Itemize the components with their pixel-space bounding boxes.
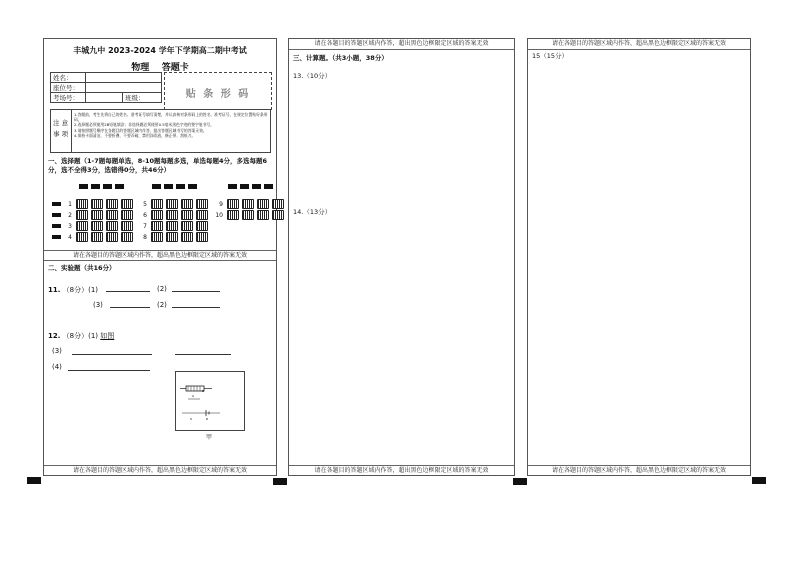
option-b-bubble[interactable]: [91, 199, 103, 209]
q12-blank-2[interactable]: [175, 354, 231, 355]
mc-row: [137, 199, 211, 209]
mc-row: [137, 232, 211, 242]
exam-room-field[interactable]: [86, 93, 123, 103]
label-b: B: [202, 389, 205, 393]
q11-p2: (2): [157, 285, 167, 293]
q11-p3: (3): [93, 301, 103, 309]
mc-number: 8: [143, 233, 147, 241]
option-a-bubble[interactable]: [76, 232, 88, 242]
option-d-bubble[interactable]: [196, 210, 208, 220]
option-a-bubble[interactable]: [151, 210, 163, 220]
q11-blank-3[interactable]: [110, 307, 150, 308]
section3-title: 三、计算题。（共3小题，38分）: [293, 54, 388, 62]
option-d-bubble[interactable]: [196, 232, 208, 242]
mc-number: 7: [143, 222, 147, 230]
label-r: R: [206, 417, 209, 421]
boundary-notice-bottom: 请在各题目的答题区域内作答，超出黑色边框限定区域的答案无效: [289, 465, 514, 475]
q12-p4: (4): [52, 363, 62, 371]
option-a-bubble[interactable]: [76, 210, 88, 220]
barcode-area: [164, 72, 272, 110]
q14-answer-area[interactable]: [293, 217, 509, 457]
q11-blank-2[interactable]: [172, 291, 220, 292]
mc-number: 9: [219, 200, 223, 208]
mc-row: [137, 210, 211, 220]
option-d-bubble[interactable]: [121, 199, 133, 209]
option-c-bubble[interactable]: [181, 199, 193, 209]
option-d-bubble[interactable]: [121, 232, 133, 242]
option-c-bubble[interactable]: [181, 221, 193, 231]
timing-mark: [52, 202, 61, 206]
q12-blank-1[interactable]: [72, 354, 152, 355]
q11-line: [48, 285, 98, 295]
option-c-bubble[interactable]: [181, 210, 193, 220]
option-d-bubble[interactable]: [196, 199, 208, 209]
timing-mark: [240, 184, 249, 189]
barcode-label: 贴 条 形 码: [185, 89, 251, 100]
mc-row: [213, 210, 287, 220]
card-type: 答题卡: [161, 63, 189, 73]
circuit-diagram: [176, 372, 244, 430]
mc-number: 10: [215, 211, 223, 219]
q14-label: 14.（13分）: [293, 208, 332, 216]
q11-score: （8分）(1): [62, 286, 99, 294]
timing-mark: [228, 184, 237, 189]
section2-title: 二、实验题（共16分）: [48, 264, 116, 272]
option-c-bubble[interactable]: [106, 199, 118, 209]
note-4: 4.保持卡面清洁，不要折叠、不要弄破，禁用涂改液、修正带、刮纸刀。: [74, 132, 196, 138]
label-a: A: [192, 394, 195, 398]
q12-blank-3[interactable]: [68, 370, 150, 371]
option-b-bubble[interactable]: [166, 199, 178, 209]
q12-p3: (3): [52, 347, 62, 355]
timing-mark: [52, 235, 61, 239]
seat-field[interactable]: [86, 83, 162, 93]
boundary-notice-bottom: 请在各题目的答题区域内作答，超出黑色边框限定区域的答案无效: [528, 465, 750, 475]
name-label: 姓名：: [51, 73, 86, 83]
option-c-bubble[interactable]: [181, 232, 193, 242]
answer-panel-1: [43, 38, 277, 476]
option-b-bubble[interactable]: [91, 221, 103, 231]
mc-row: [62, 221, 136, 231]
class-label: 班级：: [123, 93, 162, 103]
subject: 物理: [131, 63, 150, 73]
corner-mark: [752, 477, 766, 484]
option-c-bubble[interactable]: [257, 199, 269, 209]
q15-answer-area[interactable]: [532, 63, 744, 459]
note-1: 1.答题前，考生先将自己的姓名、准考证号填写清楚，并认真核对条形码上的姓名、准考证号，在规定位置贴好条形码。: [74, 112, 268, 123]
option-d-bubble[interactable]: [272, 210, 284, 220]
q11-p4: (2): [157, 301, 167, 309]
option-c-bubble[interactable]: [106, 210, 118, 220]
corner-mark: [273, 478, 287, 485]
q12-answer: 如图: [100, 332, 115, 340]
option-a-bubble[interactable]: [151, 199, 163, 209]
corner-mark: [513, 478, 527, 485]
figure-caption: 甲: [206, 434, 213, 441]
option-b-bubble[interactable]: [166, 221, 178, 231]
timing-mark: [52, 213, 61, 217]
section1-title: 一、选择题（1-7题每题单选，8-10题每题多选，单选每题4分，多选每题6分，选不全得3分，选错得0分，共46分）: [48, 157, 268, 174]
mc-row: [62, 210, 136, 220]
note-3: 3.请按照题号顺序在各题目的答题区域内作答，超出答题区域书写的答案无效。: [74, 127, 207, 133]
option-d-bubble[interactable]: [121, 221, 133, 231]
option-c-bubble[interactable]: [106, 221, 118, 231]
q12-score: （8分）(1): [62, 332, 99, 340]
option-b-bubble[interactable]: [166, 232, 178, 242]
timing-mark: [115, 184, 124, 189]
option-a-bubble[interactable]: [151, 221, 163, 231]
note-2: 2.选择题必须使用2B铅笔填涂；非选择题必须使用0.5毫米黑色字迹的签字笔书写。: [74, 122, 214, 128]
timing-mark: [103, 184, 112, 189]
timing-mark: [79, 184, 88, 189]
boundary-notice-top: 请在各题目的答题区域内作答，超出黑色边框限定区域的答案无效: [289, 39, 514, 50]
option-d-bubble[interactable]: [272, 199, 284, 209]
timing-mark: [152, 184, 161, 189]
option-b-bubble[interactable]: [242, 210, 254, 220]
q13-answer-area[interactable]: [293, 81, 509, 201]
option-b-bubble[interactable]: [242, 199, 254, 209]
answer-panel-2: [288, 38, 515, 476]
q11-blank-1[interactable]: [106, 291, 150, 292]
mc-row: [62, 232, 136, 242]
notes-box: [50, 109, 271, 153]
answer-panel-3: [527, 38, 751, 476]
option-b-bubble[interactable]: [91, 210, 103, 220]
student-info-table: [50, 72, 162, 103]
mc-number: 4: [68, 233, 72, 241]
corner-mark: [27, 477, 41, 484]
seat-label: 座位号：: [51, 83, 86, 93]
option-b-bubble[interactable]: [166, 210, 178, 220]
label-s: S: [190, 417, 192, 421]
q11-blank-4[interactable]: [172, 307, 220, 308]
timing-mark: [52, 224, 61, 228]
boundary-notice-bottom: 请在各题目的答题区域内作答，超出黑色边框限定区域的答案无效: [44, 465, 276, 475]
q12-label: 12.: [48, 332, 61, 340]
timing-mark: [264, 184, 273, 189]
option-b-bubble[interactable]: [91, 232, 103, 242]
q13-label: 13.（10分）: [293, 72, 332, 80]
mc-number: 1: [68, 200, 72, 208]
mc-number: 6: [143, 211, 147, 219]
option-d-bubble[interactable]: [121, 210, 133, 220]
name-field[interactable]: [86, 73, 162, 83]
exam-room-label: 考场号：: [51, 93, 86, 103]
notes-list: [74, 112, 268, 138]
card-title: 丰城九中 2023-2024 学年下学期高二期中考试: [73, 46, 247, 55]
mc-row: [62, 199, 136, 209]
timing-mark: [164, 184, 173, 189]
boundary-notice-top: 请在各题目的答题区域内作答，超出黑色边框限定区域的答案无效: [528, 39, 750, 50]
option-c-bubble[interactable]: [257, 210, 269, 220]
option-a-bubble[interactable]: [227, 210, 239, 220]
boundary-notice-mid: 请在各题目的答题区域内作答，超出黑色边框限定区域的答案无效: [44, 250, 276, 261]
timing-mark: [91, 184, 100, 189]
q15-label: 15（15分）: [532, 52, 569, 60]
timing-mark: [188, 184, 197, 189]
mc-row: [137, 221, 211, 231]
option-a-bubble[interactable]: [227, 199, 239, 209]
option-a-bubble[interactable]: [151, 232, 163, 242]
mc-number: 3: [68, 222, 72, 230]
mc-number: 2: [68, 211, 72, 219]
timing-mark: [252, 184, 261, 189]
timing-mark: [176, 184, 185, 189]
option-a-bubble[interactable]: [76, 221, 88, 231]
q11-label: 11.: [48, 286, 61, 294]
option-c-bubble[interactable]: [106, 232, 118, 242]
circuit-figure: [175, 371, 245, 431]
mc-row: [213, 199, 287, 209]
mc-number: 5: [143, 200, 147, 208]
option-d-bubble[interactable]: [196, 221, 208, 231]
notes-label: 注 意 事 项: [53, 119, 69, 138]
option-a-bubble[interactable]: [76, 199, 88, 209]
q12-line: [48, 331, 114, 341]
